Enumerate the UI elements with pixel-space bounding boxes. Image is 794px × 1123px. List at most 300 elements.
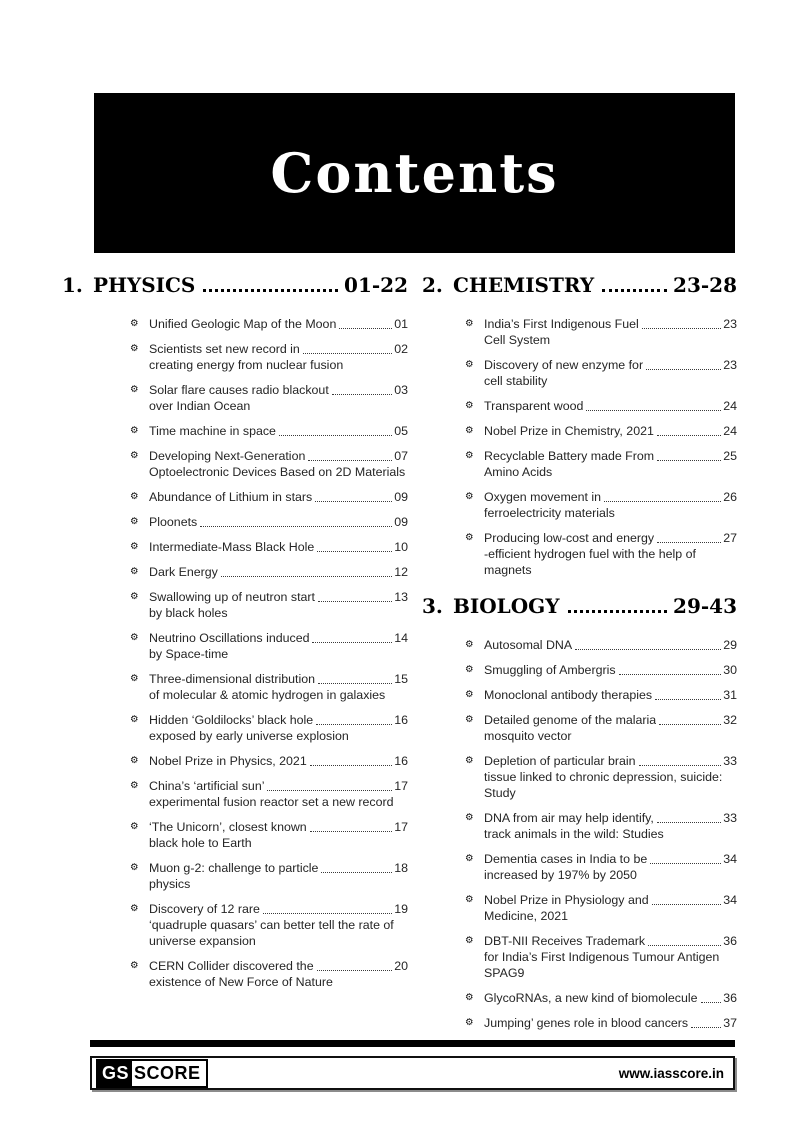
gear-bullet-icon: ⚙ [465, 318, 474, 329]
toc-entry-page: 33 [723, 811, 737, 825]
contents-banner [94, 93, 735, 253]
toc-entry-line1 [484, 398, 737, 414]
toc-entry-body [149, 589, 408, 621]
gear-bullet-icon: ⚙ [465, 894, 474, 905]
toc-entry-title: Nobel Prize in Physiology and [484, 893, 649, 907]
section-heading [62, 273, 408, 297]
toc-entry [465, 448, 737, 480]
section-items [130, 316, 408, 990]
toc-entry [465, 687, 737, 703]
dot-leader [308, 460, 392, 461]
gear-bullet-icon: ⚙ [130, 632, 139, 643]
toc-entry-body [484, 662, 737, 678]
section-title: CHEMISTRY [453, 273, 595, 297]
toc-entry-title: Discovery of 12 rare [149, 902, 260, 916]
toc-entry-line1 [149, 860, 408, 876]
toc-entry-continuation: -efficient hydrogen fuel with the help of magnets [484, 547, 696, 577]
toc-entry-body [149, 712, 408, 744]
gear-bullet-icon: ⚙ [130, 862, 139, 873]
toc-entry-line1 [149, 901, 408, 917]
section-items [465, 316, 737, 578]
toc-entry-page: 03 [394, 383, 408, 397]
toc-entry-page: 18 [394, 861, 408, 875]
dot-leader [317, 551, 392, 552]
toc-entry [465, 489, 737, 521]
toc-entry [130, 753, 408, 769]
toc-entry-line1 [484, 357, 737, 373]
toc-entry-title: Abundance of Lithium in stars [149, 490, 313, 504]
toc-entry-body [484, 423, 737, 439]
toc-entry-title: DBT-NII Receives Trademark [484, 934, 646, 948]
gear-bullet-icon: ⚙ [465, 491, 474, 502]
toc-entry-line1 [484, 990, 737, 1006]
toc-entry-line1 [484, 316, 737, 332]
toc-entry-body [484, 637, 737, 653]
toc-entry-title: Solar flare causes radio blackout [149, 383, 329, 397]
toc-entry-page: 24 [723, 424, 737, 438]
toc-entry-line1 [484, 851, 737, 867]
toc-entry-line1 [149, 514, 408, 530]
dot-leader [200, 526, 392, 527]
toc-entry-line1 [484, 892, 737, 908]
toc-entry-line1 [484, 530, 737, 546]
toc-entry [130, 539, 408, 555]
toc-entry-continuation: Optoelectronic Devices Based on 2D Materials [149, 465, 406, 479]
toc-entry-title: China’s ‘artificial sun’ [149, 779, 265, 793]
gear-bullet-icon: ⚙ [465, 400, 474, 411]
toc-entry [130, 514, 408, 530]
dot-leader [586, 410, 721, 411]
toc-entry-title: GlycoRNAs, a new kind of biomolecule [484, 991, 698, 1005]
gear-bullet-icon: ⚙ [465, 359, 474, 370]
toc-entry [130, 712, 408, 744]
toc-entry-title: Time machine in space [149, 424, 276, 438]
gear-bullet-icon: ⚙ [465, 755, 474, 766]
toc-entry [130, 489, 408, 505]
gear-bullet-icon: ⚙ [130, 491, 139, 502]
toc-entry [130, 423, 408, 439]
toc-entry [465, 990, 737, 1006]
toc-entry-title: Dementia cases in India to be [484, 852, 648, 866]
toc-entry-line1 [484, 810, 737, 826]
dot-leader [310, 831, 393, 832]
toc-entry-continuation: physics [149, 877, 191, 891]
toc-entry-line1 [484, 1015, 737, 1031]
gear-bullet-icon: ⚙ [130, 425, 139, 436]
toc-entry-continuation: existence of New Force of Nature [149, 975, 333, 989]
toc-entry-body [484, 489, 737, 521]
toc-entry-page: 13 [394, 590, 408, 604]
dot-leader [203, 289, 338, 292]
toc-entry-page: 10 [394, 540, 408, 554]
gear-bullet-icon: ⚙ [465, 425, 474, 436]
toc-entry-body [484, 851, 737, 883]
logo-score-text: SCORE [134, 1062, 201, 1083]
toc-entry-title: Monoclonal antibody therapies [484, 688, 653, 702]
toc-entry-body [149, 564, 408, 580]
toc-entry-body [149, 958, 408, 990]
toc-entry-continuation: experimental fusion reactor set a new record [149, 795, 394, 809]
toc-entry-page: 15 [394, 672, 408, 686]
toc-entry-page: 29 [723, 638, 737, 652]
toc-entry-body [484, 933, 737, 981]
toc-entry-body [149, 448, 408, 480]
gear-bullet-icon: ⚙ [130, 780, 139, 791]
toc-entry-page: 32 [723, 713, 737, 727]
toc-entry-title: Muon g-2: challenge to particle [149, 861, 319, 875]
toc-entry-continuation: for India’s First Indigenous Tumour Antigen SPAG9 [484, 950, 720, 980]
toc-entry-line1 [484, 662, 737, 678]
section-page-range: 29-43 [673, 594, 737, 618]
toc-entry-title: Intermediate-Mass Black Hole [149, 540, 315, 554]
section-title: PHYSICS [93, 273, 196, 297]
dot-leader [267, 790, 392, 791]
toc-entry-body [484, 712, 737, 744]
toc-entry-title: Detailed genome of the malaria [484, 713, 657, 727]
toc-entry [130, 901, 408, 949]
toc-entry-page: 24 [723, 399, 737, 413]
gear-bullet-icon: ⚙ [465, 639, 474, 650]
toc-entry-line1 [149, 819, 408, 835]
toc-entry-continuation: increased by 197% by 2050 [484, 868, 637, 882]
dot-leader [602, 289, 667, 292]
toc-entry-title: Scientists set new record in [149, 342, 300, 356]
toc-section-chemistry [422, 273, 737, 578]
section-heading [422, 594, 737, 618]
gear-bullet-icon: ⚙ [130, 343, 139, 354]
logo-gs-text: GS [98, 1061, 132, 1086]
toc-entry [465, 851, 737, 883]
toc-entry-body [484, 398, 737, 414]
toc-entry-body [484, 530, 737, 578]
toc-entry-page: 36 [723, 991, 737, 1005]
gear-bullet-icon: ⚙ [130, 384, 139, 395]
toc-entry [465, 712, 737, 744]
dot-leader [604, 501, 721, 502]
toc-entry-continuation: cell stability [484, 374, 548, 388]
gsscore-logo [96, 1059, 208, 1088]
gear-bullet-icon: ⚙ [130, 318, 139, 329]
toc-entry-page: 31 [723, 688, 737, 702]
gear-bullet-icon: ⚙ [130, 755, 139, 766]
toc-entry [465, 398, 737, 414]
toc-entry-line1 [149, 489, 408, 505]
toc-entry-page: 19 [394, 902, 408, 916]
dot-leader [659, 724, 721, 725]
toc-entry-title: CERN Collider discovered the [149, 959, 314, 973]
page-title: Contents [270, 141, 559, 205]
toc-entry-page: 34 [723, 893, 737, 907]
dot-leader [648, 945, 721, 946]
toc-entry-title: Ploonets [149, 515, 198, 529]
toc-entry-title: Swallowing up of neutron start [149, 590, 315, 604]
toc-entry-line1 [149, 630, 408, 646]
toc-entry [130, 778, 408, 810]
toc-entry-line1 [149, 341, 408, 357]
toc-section-biology [422, 594, 737, 1031]
toc-entry-page: 23 [723, 317, 737, 331]
gear-bullet-icon: ⚙ [465, 853, 474, 864]
toc-entry-page: 23 [723, 358, 737, 372]
toc-entry-line1 [484, 933, 737, 949]
toc-entry-title: Hidden ‘Goldilocks’ black hole [149, 713, 314, 727]
dot-leader [312, 642, 392, 643]
section-heading [422, 273, 737, 297]
dot-leader [657, 542, 721, 543]
dot-leader [317, 970, 393, 971]
toc-entry [130, 671, 408, 703]
toc-entry-line1 [484, 712, 737, 728]
toc-entry-body [484, 753, 737, 801]
toc-entry-page: 30 [723, 663, 737, 677]
toc-entry-title: Nobel Prize in Chemistry, 2021 [484, 424, 654, 438]
toc-entry-body [149, 671, 408, 703]
section-title: BIOLOGY [453, 594, 560, 618]
toc-entry [465, 933, 737, 981]
dot-leader [318, 601, 392, 602]
dot-leader [639, 765, 722, 766]
toc-entry-line1 [149, 539, 408, 555]
toc-section-physics [62, 273, 408, 990]
toc-entry-line1 [484, 489, 737, 505]
toc-entry-title: DNA from air may help identify, [484, 811, 654, 825]
gear-bullet-icon: ⚙ [465, 689, 474, 700]
toc-entry-continuation: Cell System [484, 333, 551, 347]
toc-entry-title: Discovery of new enzyme for [484, 358, 644, 372]
toc-entry-title: Depletion of particular brain [484, 754, 636, 768]
dot-leader [263, 913, 392, 914]
toc-entry-page: 09 [394, 515, 408, 529]
gear-bullet-icon: ⚙ [465, 450, 474, 461]
toc-entry [465, 357, 737, 389]
toc-entry-body [149, 778, 408, 810]
toc-entry-title: Smuggling of Ambergris [484, 663, 616, 677]
website-link[interactable]: www.iasscore.in [618, 1065, 724, 1081]
dot-leader [310, 765, 392, 766]
toc-entry-line1 [149, 448, 408, 464]
toc-entry [465, 423, 737, 439]
toc-entry [130, 382, 408, 414]
dot-leader [316, 724, 392, 725]
section-number: 1. [62, 273, 83, 297]
gear-bullet-icon: ⚙ [130, 591, 139, 602]
section-items [465, 637, 737, 1031]
toc-entry-body [484, 990, 737, 1006]
toc-entry-title: Jumping’ genes role in blood cancers [484, 1016, 689, 1030]
dot-leader [657, 435, 721, 436]
gear-bullet-icon: ⚙ [465, 664, 474, 675]
dot-leader [701, 1002, 722, 1003]
toc-entry-title: Neutrino Oscillations induced [149, 631, 310, 645]
toc-entry-body [484, 1015, 737, 1031]
toc-entry-title: Transparent wood [484, 399, 584, 413]
toc-entry-body [484, 892, 737, 924]
toc-entry-line1 [484, 687, 737, 703]
dot-leader [652, 904, 722, 905]
gear-bullet-icon: ⚙ [130, 903, 139, 914]
footer-top-rule [90, 1040, 735, 1047]
toc-entry-body [149, 539, 408, 555]
dot-leader [321, 872, 392, 873]
toc-entry-title: Dark Energy [149, 565, 218, 579]
gear-bullet-icon: ⚙ [130, 714, 139, 725]
toc-entry-title: Recyclable Battery made From [484, 449, 655, 463]
column-right [422, 273, 737, 1040]
toc-entry-line1 [149, 589, 408, 605]
section-page-range: 23-28 [673, 273, 737, 297]
gear-bullet-icon: ⚙ [130, 450, 139, 461]
toc-entry-line1 [149, 778, 408, 794]
toc-entry-title: Autosomal DNA [484, 638, 573, 652]
dot-leader [642, 328, 721, 329]
toc-entry-continuation: exposed by early universe explosion [149, 729, 349, 743]
toc-entry-page: 16 [394, 754, 408, 768]
toc-entry-page: 33 [723, 754, 737, 768]
toc-entry-page: 09 [394, 490, 408, 504]
gear-bullet-icon: ⚙ [465, 532, 474, 543]
dot-leader [691, 1027, 721, 1028]
toc-entry-page: 07 [394, 449, 408, 463]
toc-entry-line1 [484, 448, 737, 464]
toc-entry [130, 316, 408, 332]
toc-entry-page: 05 [394, 424, 408, 438]
toc-entry-body [149, 489, 408, 505]
toc-entry [130, 860, 408, 892]
toc-entry-page: 25 [723, 449, 737, 463]
toc-entry [130, 630, 408, 662]
toc-entry-title: Oxygen movement in [484, 490, 602, 504]
gear-bullet-icon: ⚙ [130, 541, 139, 552]
dot-leader [315, 501, 392, 502]
toc-entry-body [149, 316, 408, 332]
toc-entry-continuation: of molecular & atomic hydrogen in galaxies [149, 688, 386, 702]
dot-leader [279, 435, 392, 436]
toc-entry-continuation: Amino Acids [484, 465, 553, 479]
footer-bar [90, 1056, 735, 1090]
dot-leader [332, 394, 392, 395]
toc-entry-body [484, 357, 737, 389]
toc-entry-page: 34 [723, 852, 737, 866]
dot-leader [619, 674, 722, 675]
toc-entry-continuation: black hole to Earth [149, 836, 252, 850]
dot-leader [646, 369, 721, 370]
toc-entry-title: Three-dimensional distribution [149, 672, 315, 686]
gear-bullet-icon: ⚙ [465, 714, 474, 725]
dot-leader [657, 460, 721, 461]
toc-entry-page: 02 [394, 342, 408, 356]
toc-entry-continuation: by black holes [149, 606, 228, 620]
toc-entry-body [149, 514, 408, 530]
toc-entry-page: 27 [723, 531, 737, 545]
dot-leader [655, 699, 721, 700]
toc-entry-continuation: tissue linked to chronic depression, suicide: Study [484, 770, 723, 800]
dot-leader [303, 353, 392, 354]
toc-entry-page: 12 [394, 565, 408, 579]
toc-entry-body [149, 382, 408, 414]
dot-leader [657, 822, 721, 823]
toc-entry-line1 [149, 753, 408, 769]
gear-bullet-icon: ⚙ [130, 960, 139, 971]
toc-entry-continuation: Medicine, 2021 [484, 909, 569, 923]
toc-entry-line1 [149, 564, 408, 580]
toc-entry-page: 36 [723, 934, 737, 948]
gear-bullet-icon: ⚙ [130, 673, 139, 684]
toc-entry-title: Developing Next-Generation [149, 449, 306, 463]
toc-entry-body [484, 810, 737, 842]
toc-entry-continuation: creating energy from nuclear fusion [149, 358, 344, 372]
gear-bullet-icon: ⚙ [465, 1017, 474, 1028]
toc-entry-line1 [484, 423, 737, 439]
toc-entry [130, 341, 408, 373]
toc-entry-page: 20 [394, 959, 408, 973]
toc-entry-body [149, 753, 408, 769]
toc-entry-page: 17 [394, 820, 408, 834]
toc-entry-continuation: track animals in the wild: Studies [484, 827, 664, 841]
section-number: 3. [422, 594, 443, 618]
toc-entry [465, 892, 737, 924]
toc-entry-page: 14 [394, 631, 408, 645]
toc-entry-line1 [149, 712, 408, 728]
toc-entry [130, 564, 408, 580]
toc-entry-continuation: over Indian Ocean [149, 399, 251, 413]
section-number: 2. [422, 273, 443, 297]
toc-entry-line1 [149, 671, 408, 687]
toc-entry-page: 37 [723, 1016, 737, 1030]
toc-entry-body [484, 687, 737, 703]
gear-bullet-icon: ⚙ [130, 516, 139, 527]
toc-entry [465, 530, 737, 578]
toc-entry-title: Producing low-cost and energy [484, 531, 655, 545]
dot-leader [575, 649, 721, 650]
toc-entry-continuation: mosquito vector [484, 729, 572, 743]
toc-entry-page: 01 [394, 317, 408, 331]
toc-entry-title: ‘The Unicorn’, closest known [149, 820, 307, 834]
toc-entry-line1 [149, 423, 408, 439]
toc-entry-page: 17 [394, 779, 408, 793]
dot-leader [650, 863, 721, 864]
toc-entry-body [149, 860, 408, 892]
toc-entry-body [149, 630, 408, 662]
column-left [62, 273, 408, 999]
toc-entry-body [149, 341, 408, 373]
toc-entry-page: 26 [723, 490, 737, 504]
dot-leader [339, 328, 392, 329]
toc-entry-body [149, 423, 408, 439]
toc-entry-title: Nobel Prize in Physics, 2021 [149, 754, 307, 768]
toc-entry-line1 [149, 382, 408, 398]
toc-entry-title: India’s First Indigenous Fuel [484, 317, 639, 331]
dot-leader [318, 683, 392, 684]
dot-leader [568, 610, 668, 613]
gear-bullet-icon: ⚙ [465, 812, 474, 823]
toc-entry-line1 [149, 958, 408, 974]
toc-entry-page: 16 [394, 713, 408, 727]
toc-entry-continuation: by Space-time [149, 647, 229, 661]
gear-bullet-icon: ⚙ [465, 992, 474, 1003]
section-page-range: 01-22 [344, 273, 408, 297]
toc-entry [465, 637, 737, 653]
toc-entry [465, 316, 737, 348]
toc-entry [130, 819, 408, 851]
toc-entry [465, 662, 737, 678]
toc-entry-body [149, 901, 408, 949]
dot-leader [221, 576, 392, 577]
toc-entry [130, 589, 408, 621]
toc-entry-line1 [484, 637, 737, 653]
toc-entry-continuation: ferroelectricity materials [484, 506, 615, 520]
toc-entry-body [484, 316, 737, 348]
toc-entry [130, 958, 408, 990]
